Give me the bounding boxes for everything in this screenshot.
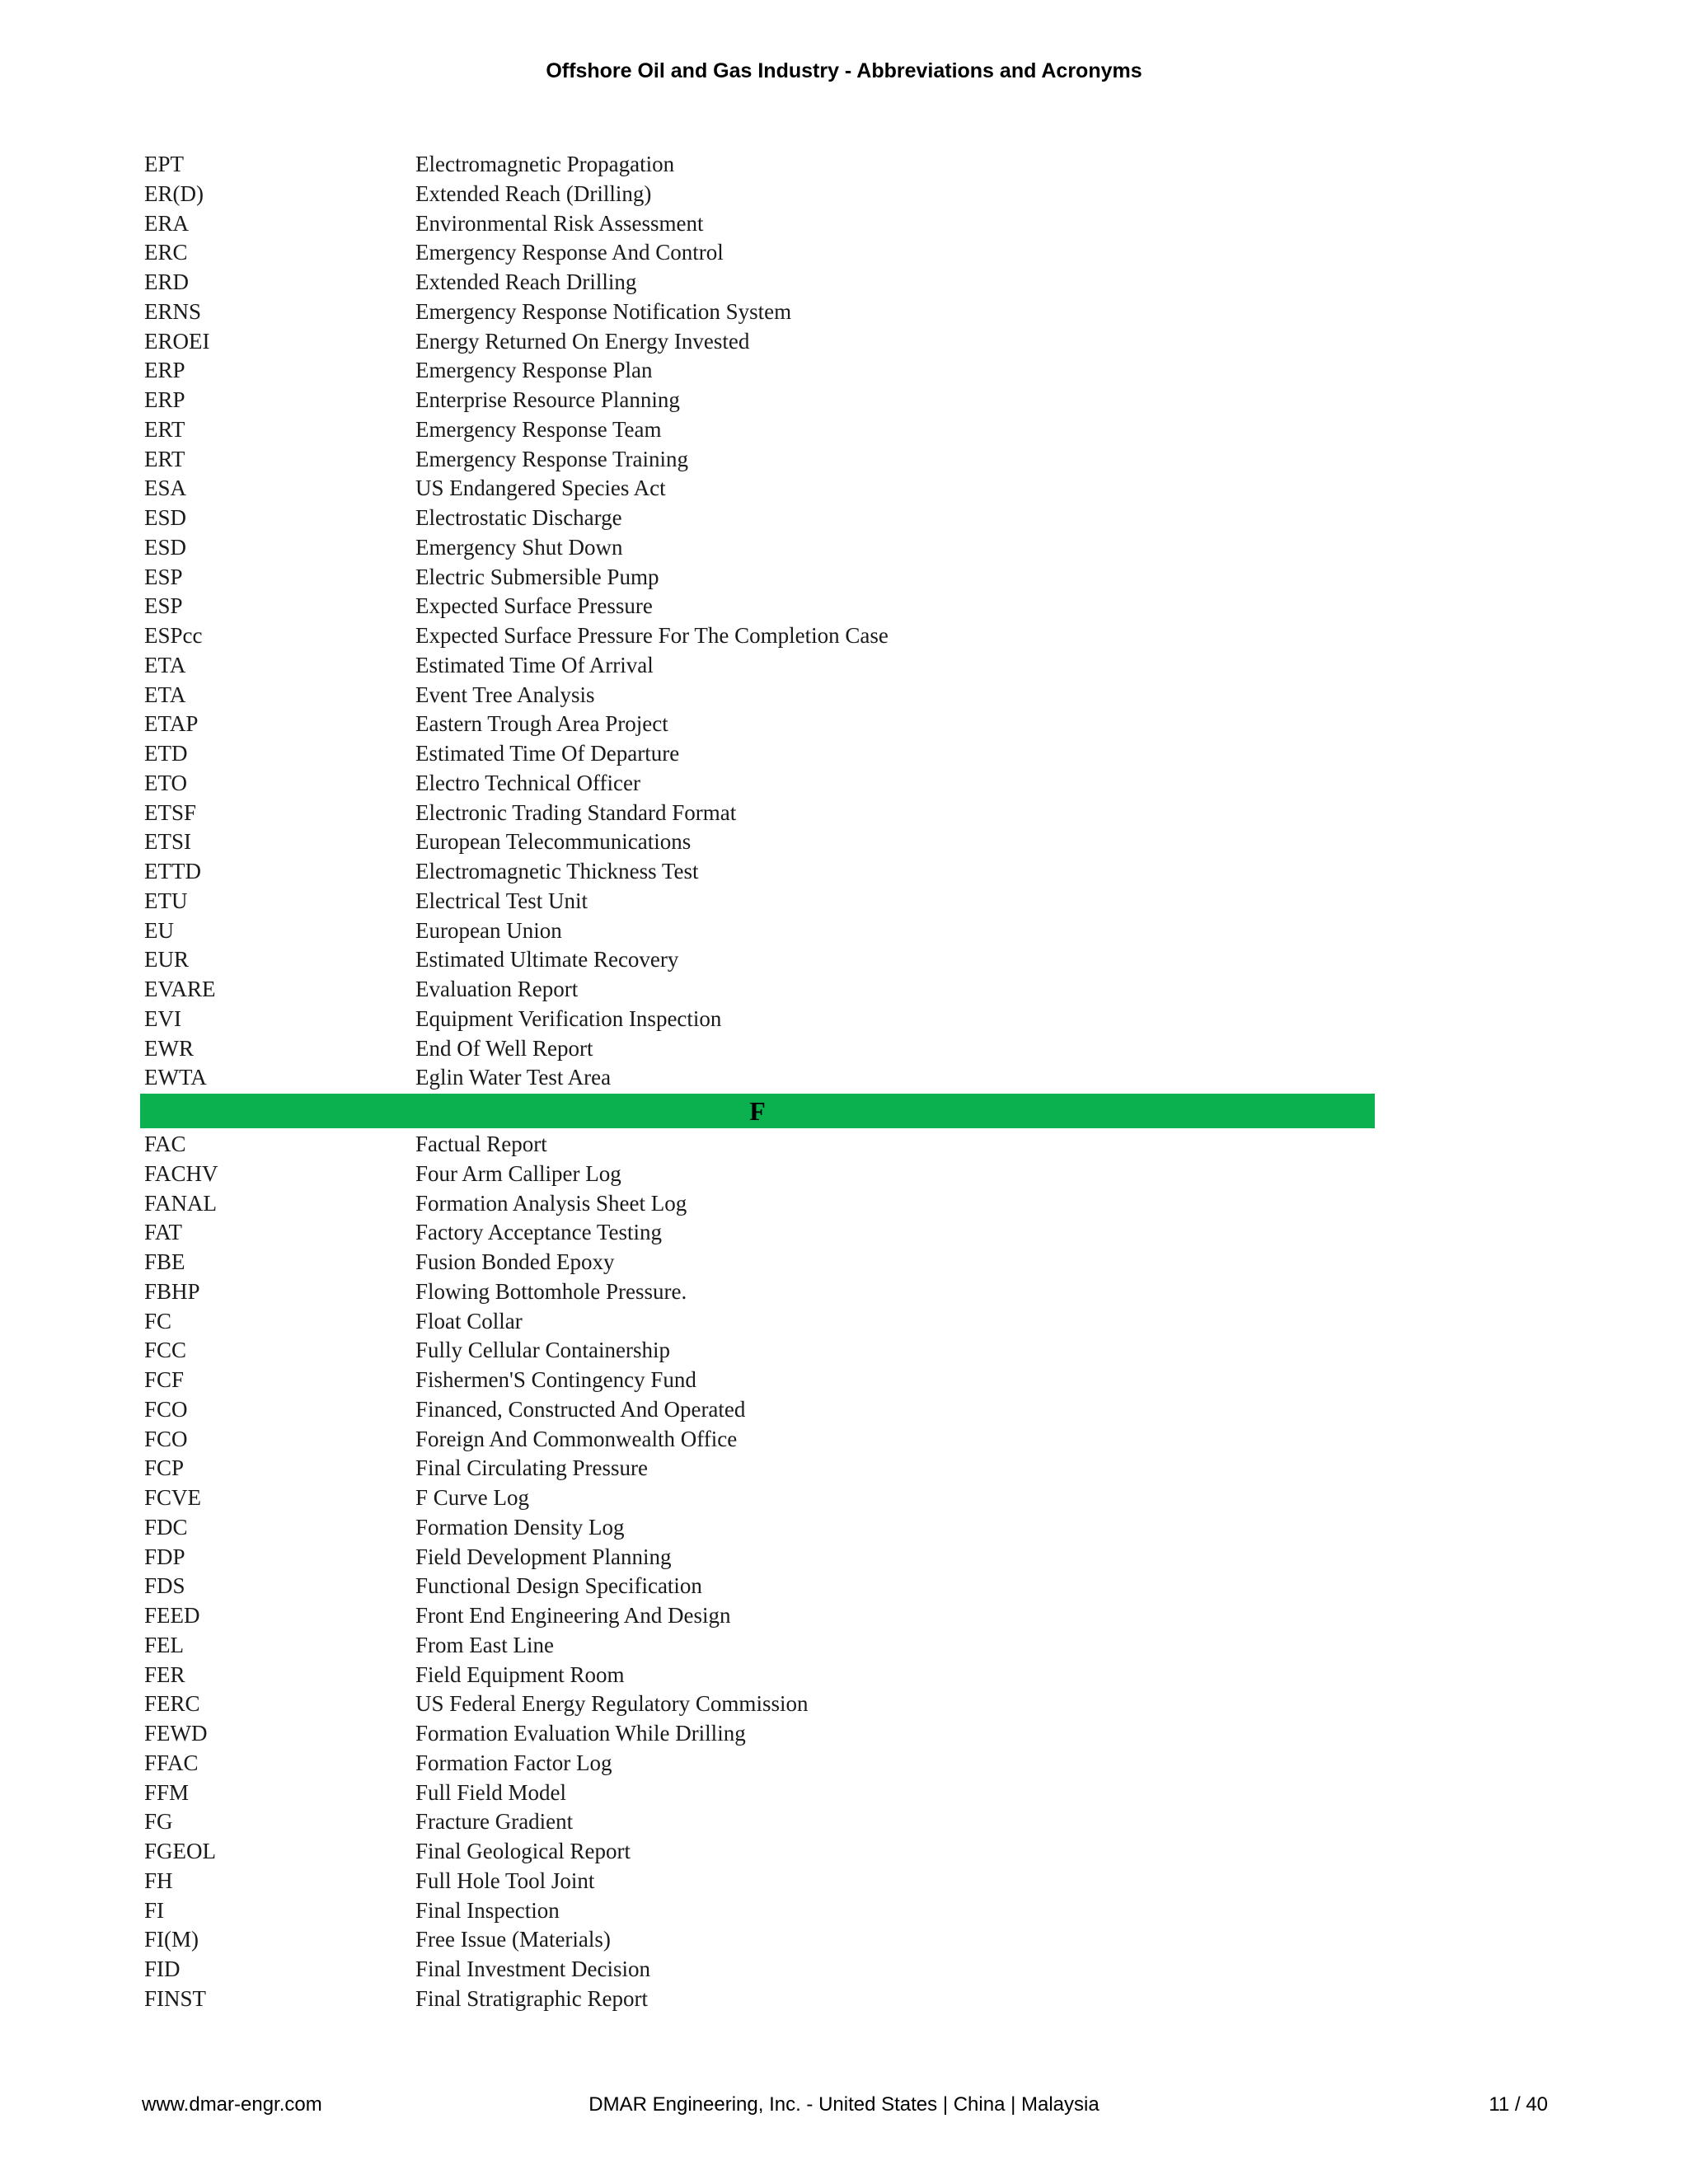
table-row [140, 1601, 1375, 1631]
table-row [140, 1985, 1375, 2014]
abbreviation: FERC [144, 1691, 200, 1717]
abbreviation: FEL [144, 1632, 185, 1657]
table-row [140, 592, 1375, 621]
definition: From East Line [415, 1632, 554, 1657]
abbreviation: EROEI [144, 328, 210, 354]
definition: Final Inspection [415, 1897, 560, 1923]
abbreviation: FEED [144, 1603, 200, 1628]
table-row [140, 386, 1375, 415]
table-row [140, 1867, 1375, 1896]
definition: Estimated Ultimate Recovery [415, 947, 679, 972]
table-row [140, 1395, 1375, 1425]
definition: Extended Reach (Drilling) [415, 180, 652, 206]
abbreviation: FBE [144, 1249, 185, 1274]
table-row [140, 857, 1375, 887]
definition: Functional Design Specification [415, 1573, 702, 1599]
definition: Equipment Verification Inspection [415, 1005, 722, 1031]
abbreviation: EPT [144, 152, 185, 176]
abbreviation: FCC [144, 1338, 187, 1363]
table-row [140, 1454, 1375, 1483]
abbreviation: FER [144, 1661, 185, 1687]
definition: Formation Analysis Sheet Log [415, 1190, 687, 1216]
abbreviation: FFM [144, 1779, 190, 1805]
table-row [140, 1690, 1375, 1719]
table-row [140, 1063, 1375, 1093]
abbreviation: FANAL [144, 1190, 218, 1216]
definition: Free Issue (Materials) [415, 1927, 611, 1952]
table-row [140, 1543, 1375, 1572]
table-row [140, 504, 1375, 533]
abbreviation: EWR [144, 1035, 194, 1061]
abbreviation: ERD [144, 269, 189, 294]
abbreviation: ETA [144, 682, 186, 707]
definition: Emergency Shut Down [415, 534, 623, 560]
abbreviation: ETSF [144, 799, 197, 825]
abbreviation: ETU [144, 888, 188, 913]
definition: Electronic Trading Standard Format [415, 799, 737, 825]
table-row [140, 975, 1375, 1005]
table-row [140, 1277, 1375, 1307]
footer-company: DMAR Engineering, Inc. - United States | China | Malaysia [588, 2093, 1100, 2116]
table-row [140, 916, 1375, 946]
table-row [140, 739, 1375, 769]
table-row [140, 769, 1375, 799]
abbreviation: FINST [144, 1985, 207, 2011]
definition: Electromagnetic Thickness Test [415, 859, 699, 883]
definition: Float Collar [415, 1308, 523, 1333]
abbreviation: FDS [144, 1573, 185, 1599]
definition: Fracture Gradient [415, 1809, 574, 1835]
definition: Emergency Response Training [415, 446, 688, 471]
abbreviation: FBHP [144, 1278, 200, 1304]
table-row [140, 681, 1375, 710]
abbreviation: ESP [144, 564, 183, 589]
table-row [140, 1130, 1375, 1160]
definition: Electrostatic Discharge [415, 505, 622, 530]
abbreviation: ETA [144, 652, 186, 677]
abbreviation: ETSI [144, 829, 191, 855]
definition: Formation Evaluation While Drilling [415, 1721, 746, 1746]
table-row [140, 1837, 1375, 1867]
definition: European Union [415, 917, 562, 943]
definition: Final Stratigraphic Report [415, 1985, 648, 2011]
table-row [140, 415, 1375, 445]
definition: Environmental Risk Assessment [415, 210, 704, 236]
definition: Extended Reach Drilling [415, 269, 637, 294]
abbreviation: FI(M) [144, 1927, 199, 1952]
table-row [140, 827, 1375, 857]
abbreviation: FDC [144, 1514, 188, 1540]
definition: Event Tree Analysis [415, 682, 595, 707]
abbreviation: FCP [144, 1455, 185, 1481]
table-row [140, 533, 1375, 563]
definition: Estimated Time Of Departure [415, 741, 680, 766]
abbreviation: EVARE [144, 977, 216, 1001]
abbreviation: FGEOL [144, 1839, 216, 1863]
table-row [140, 1925, 1375, 1955]
section-e-rows [140, 150, 1375, 1093]
definition: Emergency Response Notification System [415, 298, 792, 324]
abbreviation: ESD [144, 505, 187, 530]
definition: Emergency Response And Control [415, 240, 724, 265]
table-row [140, 710, 1375, 739]
definition: Expected Surface Pressure [415, 593, 653, 619]
definition: Evaluation Report [415, 977, 579, 1001]
table-row [140, 356, 1375, 386]
table-row [140, 1779, 1375, 1808]
definition: Emergency Response Plan [415, 358, 653, 383]
abbreviations-table [140, 150, 1375, 2014]
table-row [140, 1955, 1375, 1985]
definition: Full Hole Tool Joint [415, 1868, 595, 1893]
table-row [140, 651, 1375, 681]
table-row [140, 1425, 1375, 1455]
definition: Field Equipment Room [415, 1661, 625, 1687]
abbreviation: FCO [144, 1396, 188, 1422]
definition: Eglin Water Test Area [415, 1065, 612, 1090]
definition: Financed, Constructed And Operated [415, 1396, 746, 1422]
definition: Formation Density Log [415, 1514, 625, 1540]
abbreviation: FACHV [144, 1160, 218, 1186]
footer-website-link[interactable]: www.dmar-engr.com [142, 2093, 322, 2116]
abbreviation: EVI [144, 1005, 181, 1031]
definition: End Of Well Report [415, 1035, 593, 1061]
abbreviation: FC [144, 1308, 172, 1333]
definition: Formation Factor Log [415, 1750, 612, 1775]
table-row [140, 945, 1375, 975]
table-row [140, 1572, 1375, 1601]
table-row [140, 209, 1375, 239]
section-header-f: F [140, 1094, 1375, 1128]
table-row [140, 1160, 1375, 1189]
definition: Eastern Trough Area Project [415, 711, 668, 737]
definition: Electrical Test Unit [415, 888, 588, 913]
table-row [140, 1034, 1375, 1064]
definition: Electromagnetic Propagation [415, 152, 675, 176]
abbreviation: FDP [144, 1544, 185, 1569]
table-row [140, 1513, 1375, 1543]
abbreviation: ERC [144, 240, 188, 265]
definition: Foreign And Commonwealth Office [415, 1426, 738, 1451]
table-row [140, 238, 1375, 268]
table-row [140, 327, 1375, 357]
definition: US Endangered Species Act [415, 476, 666, 501]
definition: Fully Cellular Containership [415, 1338, 670, 1363]
definition: Fusion Bonded Epoxy [415, 1249, 615, 1274]
definition: Front End Engineering And Design [415, 1603, 731, 1628]
section-f-rows [140, 1130, 1375, 2014]
abbreviation: EU [144, 917, 174, 943]
abbreviation: ETAP [144, 711, 199, 737]
definition: F Curve Log [415, 1485, 529, 1510]
definition: Full Field Model [415, 1779, 567, 1805]
table-row [140, 799, 1375, 828]
abbreviation: ETO [144, 770, 187, 795]
abbreviation: ETD [144, 741, 188, 766]
abbreviation: FID [144, 1957, 181, 1981]
definition: Field Development Planning [415, 1544, 672, 1569]
definition: Final Circulating Pressure [415, 1455, 648, 1481]
table-row [140, 1336, 1375, 1366]
page-title: Offshore Oil and Gas Industry - Abbreviations and Acronyms [546, 59, 1142, 82]
abbreviation: FH [144, 1868, 173, 1893]
table-row [140, 268, 1375, 298]
table-row [140, 1366, 1375, 1395]
abbreviation: ERA [144, 210, 189, 236]
definition: Factual Report [415, 1132, 547, 1156]
definition: US Federal Energy Regulatory Commission [415, 1691, 809, 1717]
table-row [140, 150, 1375, 180]
footer-page-number: 11 / 40 [1489, 2093, 1548, 2116]
definition: Enterprise Resource Planning [415, 387, 680, 412]
table-row [140, 887, 1375, 916]
table-row [140, 1896, 1375, 1926]
definition: Energy Returned On Energy Invested [415, 328, 750, 354]
abbreviation: ESA [144, 476, 187, 501]
abbreviation: FI [144, 1897, 165, 1923]
abbreviation: ERT [144, 446, 185, 471]
definition: Expected Surface Pressure For The Completion Case [415, 623, 889, 648]
abbreviation: ERP [144, 387, 185, 412]
definition: Estimated Time Of Arrival [415, 652, 654, 677]
definition: Final Investment Decision [415, 1957, 650, 1981]
table-row [140, 1807, 1375, 1837]
table-row [140, 1661, 1375, 1690]
table-row [140, 445, 1375, 475]
table-row [140, 1749, 1375, 1779]
abbreviation: FCF [144, 1367, 185, 1392]
abbreviation: ERT [144, 416, 185, 442]
abbreviation: FEWD [144, 1721, 208, 1746]
abbreviation: ERNS [144, 298, 202, 324]
table-row [140, 1483, 1375, 1513]
definition: Four Arm Calliper Log [415, 1160, 621, 1186]
definition: European Telecommunications [415, 829, 692, 855]
abbreviation: FFAC [144, 1750, 199, 1775]
abbreviation: ER(D) [144, 180, 204, 206]
definition: Flowing Bottomhole Pressure. [415, 1278, 687, 1304]
abbreviation: FAT [144, 1220, 183, 1245]
abbreviation: EWTA [144, 1065, 207, 1090]
table-row [140, 1218, 1375, 1248]
abbreviation: FCO [144, 1426, 188, 1451]
definition: Electric Submersible Pump [415, 564, 659, 589]
table-row [140, 474, 1375, 504]
table-row [140, 1719, 1375, 1749]
table-row [140, 180, 1375, 209]
table-row [140, 1631, 1375, 1661]
abbreviation: FG [144, 1809, 173, 1835]
abbreviation: EUR [144, 947, 189, 972]
abbreviation: ESPcc [144, 623, 203, 648]
abbreviation: ERP [144, 358, 185, 383]
table-row [140, 621, 1375, 651]
definition: Factory Acceptance Testing [415, 1220, 663, 1245]
definition: Emergency Response Team [415, 416, 662, 442]
definition: Electro Technical Officer [415, 770, 640, 795]
definition: Final Geological Report [415, 1839, 631, 1863]
table-row [140, 1189, 1375, 1219]
table-row [140, 563, 1375, 593]
abbreviation: ESD [144, 534, 187, 560]
abbreviation: FCVE [144, 1485, 202, 1510]
table-row [140, 298, 1375, 327]
abbreviation: ESP [144, 593, 183, 619]
abbreviation: FAC [144, 1132, 186, 1156]
table-row [140, 1005, 1375, 1034]
abbreviation: ETTD [144, 859, 201, 883]
table-row [140, 1307, 1375, 1337]
table-row [140, 1248, 1375, 1277]
definition: Fishermen'S Contingency Fund [415, 1367, 696, 1392]
